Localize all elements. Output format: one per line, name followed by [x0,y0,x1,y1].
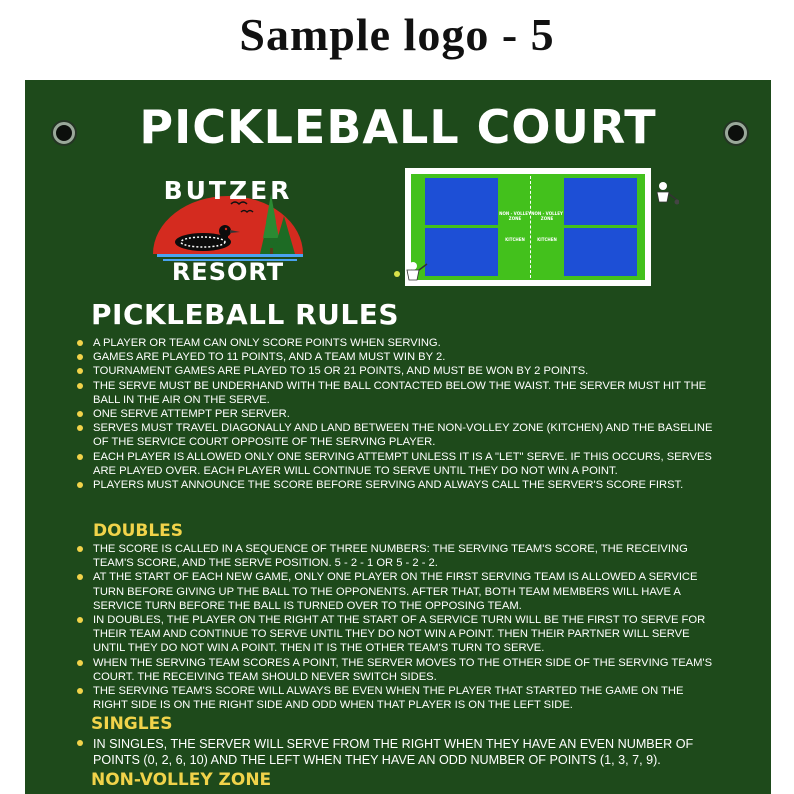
kitchen-right-sub: KITCHEN [537,237,557,242]
court-diagram [399,166,679,286]
list-item: ONE SERVE ATTEMPT PER SERVER. [75,407,715,421]
list-item: AT THE START OF EACH NEW GAME, ONLY ONE PLAYER ON THE FIRST SERVING TEAM IS ALLOWED A SERVICE TURN BEFORE GIVING UP THE BALL TO THE OPPONENTS. AFTER THAT, BOTH TEAM MEMBERS WILL HAVE A SERVICE TURN BEFORE THE BALL IS TURNED OVER TO THE OPPOSING TEAM. [75,570,715,613]
list-item: THE SERVE MUST BE UNDERHAND WITH THE BALL CONTACTED BELOW THE WAIST. THE SERVER MUST HIT THE BALL IN THE AIR ON THE SERVE. [75,379,715,407]
doubles-list [75,542,715,712]
rules-heading: PICKLEBALL RULES [91,298,400,331]
kitchen-left-label: NON - VOLLEY ZONE [499,211,531,221]
court-box-top-left [425,178,498,225]
list-item: GAMES ARE PLAYED TO 11 POINTS, AND A TEAM MUST WIN BY 2. [75,350,715,364]
singles-heading: SINGLES [91,714,173,734]
player-left-icon [389,258,429,282]
list-item: SERVES MUST TRAVEL DIAGONALLY AND LAND BETWEEN THE NON-VOLLEY ZONE (KITCHEN) AND THE BASELINE OF THE SERVICE COURT OPPOSITE OF THE SERVING PLAYER. [75,421,715,449]
resort-logo [145,176,315,290]
list-item: A PLAYER OR TEAM CAN ONLY SCORE POINTS WHEN SERVING. [75,336,715,350]
sign-board [25,80,771,794]
kitchen-right-label: NON - VOLLEY ZONE [531,211,563,221]
list-item: THE SERVING TEAM'S SCORE WILL ALWAYS BE EVEN WHEN THE PLAYER THAT STARTED THE GAME ON THE RIGHT SIDE IS ON THE RIGHT SIDE AND ODD WHEN THAT PLAYER IS ON THE LEFT SIDE. [75,684,715,712]
court-box-bottom-right [564,228,637,276]
court-box-bottom-left [425,228,498,276]
player-right-icon [647,180,679,210]
list-item: PLAYERS MUST ANNOUNCE THE SCORE BEFORE SERVING AND ALWAYS CALL THE SERVER'S SCORE FIRST. [75,478,715,492]
list-item: THE SCORE IS CALLED IN A SEQUENCE OF THREE NUMBERS: THE SERVING TEAM'S SCORE, THE RECEIVING TEAM'S SCORE, AND THE SERVE POSITION. 5 - 2 - 1 OR 5 - 2 - 2. [75,542,715,570]
kitchen-left-sub: KITCHEN [505,237,525,242]
list-item: IN SINGLES, THE SERVER WILL SERVE FROM THE RIGHT WHEN THEY HAVE AN EVEN NUMBER OF POINTS (0, 2, 6, 10) AND THE LEFT WHEN THEY HAVE AN ODD NUMBER OF POINTS (1, 3, 7, 9). [75,736,715,768]
logo-bottom-text: RESORT [171,258,285,286]
caption-title: Sample logo - 5 [239,9,555,60]
nvz-heading: NON-VOLLEY ZONE [91,770,272,790]
list-item: EACH PLAYER IS ALLOWED ONLY ONE SERVING ATTEMPT UNLESS IT IS A "LET" SERVE. IF THIS OCCURS, SERVES ARE PLAYED OVER. EACH PLAYER WILL CONTINUE TO SERVE UNTIL THEY DO NOT WIN A POINT. [75,450,715,478]
court-box-top-right [564,178,637,225]
list-item: IN DOUBLES, THE PLAYER ON THE RIGHT AT THE START OF A SERVICE TURN WILL BE THE FIRST TO SERVE FOR THEIR TEAM AND CONTINUE TO SERVE UNTIL THEY DO NOT WIN A POINT. THEN THEIR PARTNER WILL SERVE UNTIL THEY DO NOT WIN A POINT. THEN IT IS THE OTHER TEAM'S TURN TO SERVE. [75,613,715,656]
rules-list [75,336,715,492]
logo-top-text: BUTZER [163,176,293,205]
singles-list [75,736,715,768]
sign-title: PICKLEBALL COURT [139,100,657,154]
list-item: WHEN THE SERVING TEAM SCORES A POINT, THE SERVER MOVES TO THE OTHER SIDE OF THE SERVING TEAM'S COURT. THE RECEIVING TEAM SHOULD NEVER SWITCH SIDES. [75,656,715,684]
court-net [530,176,532,278]
list-item: TOURNAMENT GAMES ARE PLAYED TO 15 OR 21 POINTS, AND MUST BE WON BY 2 POINTS. [75,364,715,378]
doubles-heading: DOUBLES [93,521,184,541]
